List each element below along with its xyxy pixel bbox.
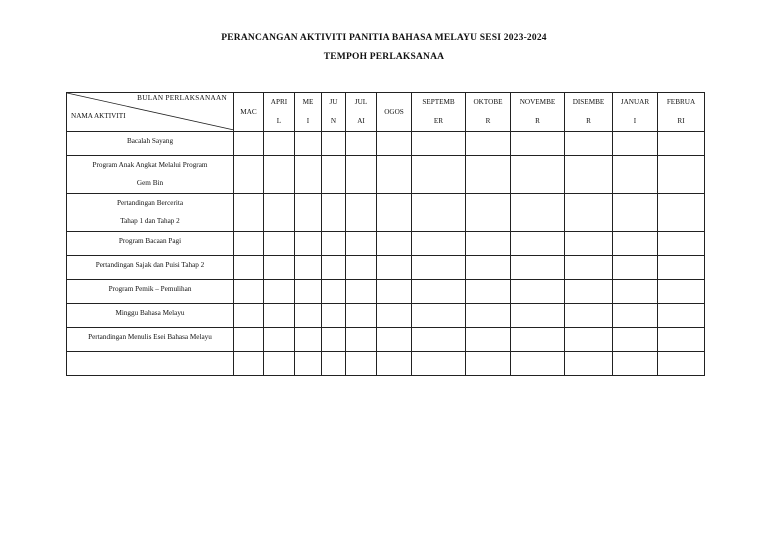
activity-name-text: Pertandingan Sajak dan Puisi Tahap 2 [95,261,205,269]
schedule-cell [511,280,565,304]
schedule-cell [565,328,613,352]
schedule-cell [377,156,412,194]
schedule-cell [412,156,466,194]
schedule-cell [466,304,511,328]
schedule-cell [377,352,412,376]
month-header-text: APRI [270,98,288,106]
schedule-cell [234,232,264,256]
activity-name-text: Program Bacaan Pagi [118,237,182,245]
schedule-cell [322,352,346,376]
activity-name-text: Minggu Bahasa Melayu [115,309,185,317]
activity-name-text: Program Pemik – Pemulihan [108,285,192,293]
schedule-cell [466,256,511,280]
month-header-text: JUL [354,98,368,106]
activity-name-cell [67,156,234,194]
corner-header-cell [67,93,234,132]
schedule-cell [658,328,705,352]
schedule-cell [322,132,346,156]
activity-name-cell [67,352,234,376]
activity-name-text: Tahap 1 dan Tahap 2 [120,217,180,225]
schedule-cell [346,304,377,328]
schedule-cell [295,132,322,156]
activity-name-cell [67,256,234,280]
schedule-cell [466,328,511,352]
corner-header-month-label: BULAN PERLAKSANAAN [137,94,227,102]
schedule-cell [322,194,346,232]
header-row [67,93,705,132]
schedule-cell [613,304,658,328]
schedule-cell [295,280,322,304]
schedule-cell [613,132,658,156]
month-header-5 [377,93,412,132]
activity-plan-table [66,92,705,376]
month-header-1 [264,93,295,132]
table-row [67,352,705,376]
month-header-text: OKTOBE [473,98,503,106]
month-header-text: AI [357,117,365,125]
month-header-4 [346,93,377,132]
schedule-cell [658,256,705,280]
table-row [67,328,705,352]
table-row [67,232,705,256]
month-header-text: ER [433,117,444,125]
schedule-cell [346,156,377,194]
month-header-text: R [485,117,491,125]
month-header-0 [234,93,264,132]
schedule-cell [295,328,322,352]
schedule-cell [295,304,322,328]
schedule-cell [264,256,295,280]
schedule-cell [658,352,705,376]
schedule-cell [346,280,377,304]
schedule-cell [412,328,466,352]
schedule-cell [346,132,377,156]
schedule-cell [377,304,412,328]
schedule-cell [511,132,565,156]
schedule-cell [613,194,658,232]
activity-name-cell [67,132,234,156]
schedule-cell [658,280,705,304]
schedule-cell [511,256,565,280]
schedule-cell [565,132,613,156]
schedule-cell [377,194,412,232]
schedule-cell [322,328,346,352]
month-header-8 [511,93,565,132]
schedule-cell [377,328,412,352]
schedule-cell [565,352,613,376]
schedule-cell [295,232,322,256]
month-header-text: R [535,117,540,125]
month-header-7 [466,93,511,132]
schedule-cell [565,280,613,304]
table-row [67,194,705,232]
page-title: PERANCANGAN AKTIVITI PANITIA BAHASA MELAYU SESI 2023-2024 [221,33,547,43]
schedule-cell [377,280,412,304]
schedule-cell [295,156,322,194]
schedule-cell [412,132,466,156]
schedule-cell [264,328,295,352]
month-header-text: NOVEMBE [519,98,556,106]
activity-name-text: Pertandingan Menulis Esei Bahasa Melayu [88,333,212,341]
schedule-cell [377,232,412,256]
month-header-text: JANUAR [620,98,650,106]
schedule-cell [295,194,322,232]
schedule-cell [466,280,511,304]
activity-name-cell [67,328,234,352]
schedule-cell [264,132,295,156]
schedule-cell [322,304,346,328]
schedule-cell [412,304,466,328]
schedule-cell [322,232,346,256]
schedule-cell [295,352,322,376]
month-header-2 [295,93,322,132]
schedule-cell [234,328,264,352]
schedule-cell [511,352,565,376]
schedule-cell [565,304,613,328]
schedule-cell [466,194,511,232]
schedule-cell [466,232,511,256]
activity-name-cell [67,304,234,328]
schedule-cell [412,280,466,304]
schedule-cell [346,256,377,280]
schedule-cell [565,156,613,194]
schedule-cell [234,132,264,156]
month-header-10 [613,93,658,132]
schedule-cell [658,156,705,194]
schedule-cell [234,352,264,376]
schedule-cell [613,328,658,352]
schedule-cell [466,156,511,194]
month-header-text: RI [677,117,685,125]
schedule-cell [565,194,613,232]
activity-name-cell [67,280,234,304]
schedule-cell [377,132,412,156]
schedule-cell [658,132,705,156]
table-row [67,304,705,328]
schedule-cell [264,194,295,232]
schedule-cell [565,256,613,280]
schedule-cell [412,232,466,256]
schedule-cell [412,256,466,280]
schedule-cell [613,156,658,194]
month-header-text: I [306,117,310,125]
schedule-cell [412,352,466,376]
schedule-cell [346,328,377,352]
schedule-cell [511,232,565,256]
month-header-3 [322,93,346,132]
schedule-cell [613,256,658,280]
table-row [67,132,705,156]
month-header-text: DISEMBE [572,98,605,106]
month-header-text: JU [329,98,338,106]
schedule-cell [466,132,511,156]
month-header-text: ME [302,98,314,106]
schedule-cell [264,304,295,328]
schedule-cell [346,232,377,256]
activity-name-text: Bacalah Sayang [126,137,174,145]
month-header-text: MAC [240,107,257,116]
month-header-11 [658,93,705,132]
schedule-cell [658,194,705,232]
month-header-text: SEPTEMB [422,98,455,106]
schedule-cell [234,194,264,232]
schedule-cell [613,232,658,256]
month-header-9 [565,93,613,132]
schedule-cell [658,232,705,256]
schedule-cell [613,280,658,304]
activity-name-cell [67,232,234,256]
month-header-6 [412,93,466,132]
schedule-cell [234,156,264,194]
schedule-cell [234,256,264,280]
schedule-cell [264,352,295,376]
activity-name-cell [67,194,234,232]
table-row [67,280,705,304]
schedule-cell [264,280,295,304]
page-subtitle: TEMPOH PERLAKSANAA [323,52,445,62]
schedule-cell [377,256,412,280]
schedule-cell [346,352,377,376]
month-header-text: N [330,117,337,125]
schedule-cell [322,156,346,194]
schedule-cell [412,194,466,232]
schedule-cell [234,304,264,328]
schedule-cell [295,256,322,280]
month-header-text: OGOS [384,107,404,116]
schedule-cell [565,232,613,256]
schedule-cell [466,352,511,376]
activity-name-text: Program Anak Angkat Melalui Program [92,161,208,169]
schedule-cell [511,304,565,328]
schedule-cell [264,156,295,194]
corner-header-activity-label: NAMA AKTIVITI [71,112,126,120]
month-header-text: L [276,117,282,125]
schedule-cell [322,256,346,280]
month-header-text: R [586,117,591,125]
table-row [67,156,705,194]
table-row [67,256,705,280]
month-header-text: I [633,117,637,125]
month-header-text: FEBRUA [666,98,696,106]
activity-name-text: Pertandingan Bercerita [116,199,184,207]
activity-name-text: Gem Bin [136,179,164,187]
schedule-cell [264,232,295,256]
schedule-cell [613,352,658,376]
schedule-cell [511,328,565,352]
schedule-cell [511,194,565,232]
schedule-cell [658,304,705,328]
schedule-cell [322,280,346,304]
schedule-cell [234,280,264,304]
schedule-cell [346,194,377,232]
schedule-cell [511,156,565,194]
